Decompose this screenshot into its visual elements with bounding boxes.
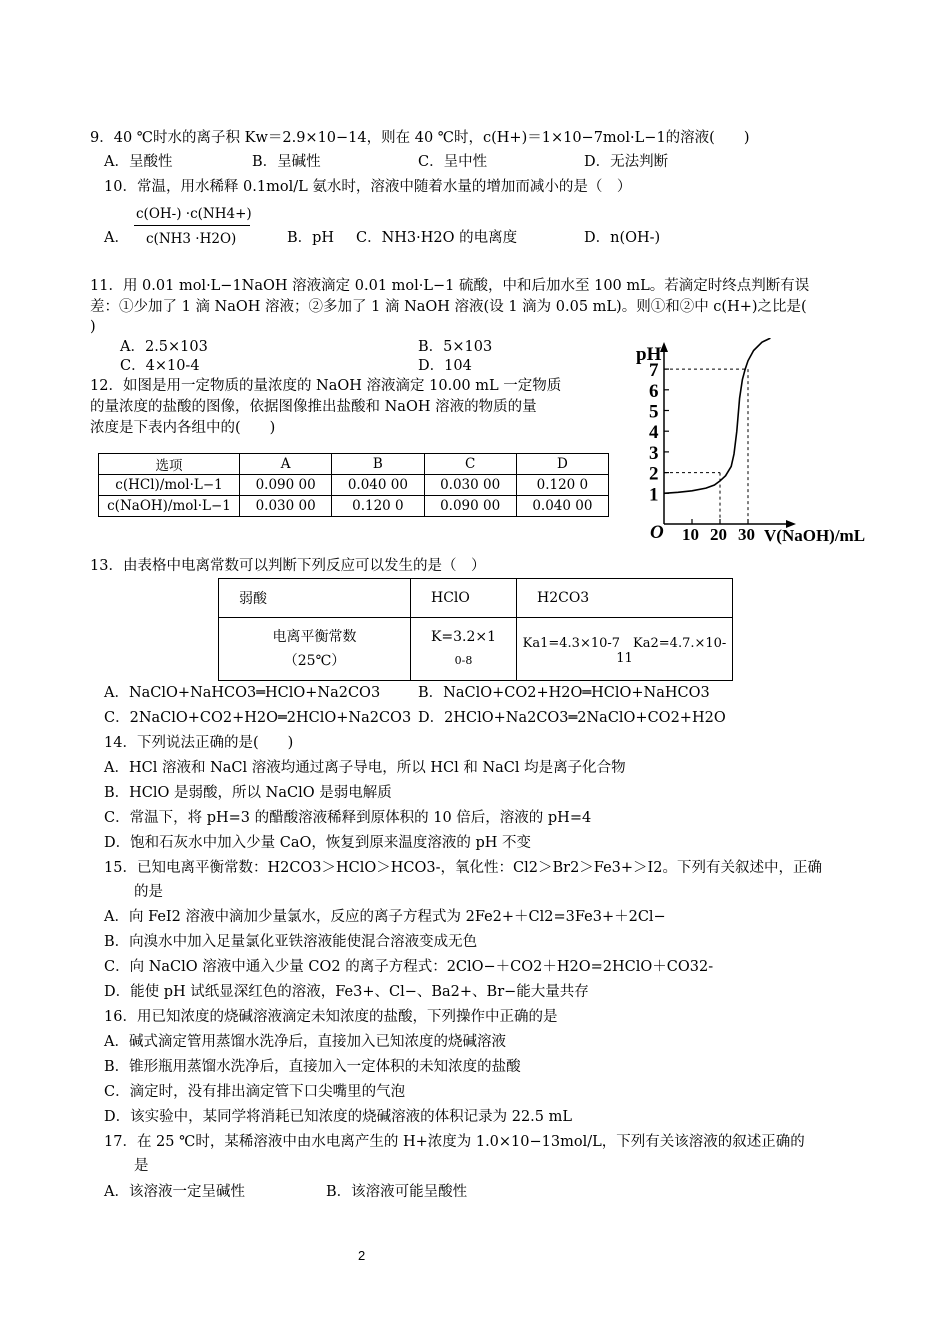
y-tick-label: 6 (649, 380, 659, 402)
table-cell (219, 618, 411, 681)
q12-stem-line1: 12．如图是用一定物质的量浓度的 NaOH 溶液滴定 10.00 mL 一定物质 (90, 378, 562, 394)
q12-stem-line2: 的量浓度的盐酸的图像，依据图像推出盐酸和 NaOH 溶液的物质的量 (90, 399, 537, 415)
table-cell: 0.040 00 (516, 496, 608, 517)
y-tick-label: 1 (649, 484, 659, 506)
q15-option-d: D．能使 pH 试纸显深红色的溶液，Fe3+、Cl−、Ba2+、Br−能大量共存 (104, 984, 589, 1000)
q17-stem-line2: 是 (134, 1158, 149, 1174)
y-tick-label: 4 (649, 422, 659, 444)
x-tick-label: 10 (682, 525, 699, 544)
q16-option-d: D．该实验中，某同学将消耗已知浓度的烧碱溶液的体积记录为 22.5 mL (104, 1109, 573, 1125)
q16-stem: 16．用已知浓度的烧碱溶液滴定未知浓度的盐酸，下列操作中正确的是 (104, 1009, 558, 1025)
table-cell: 0.040 00 (332, 475, 424, 496)
q13-option-d: D．2HClO+Na2CO3═2NaClO+CO2+H2O (418, 710, 726, 726)
q15-option-c: C．向 NaClO 溶液中通入少量 CO2 的离子方程式：2ClO−＋CO2＋H2O=2HClO＋CO32- (104, 959, 714, 975)
table-header-cell: H2CO3 (517, 579, 733, 618)
titration-curve (664, 338, 770, 493)
q14-option-c: C．常温下，将 pH=3 的醋酸溶液稀释到原体积的 10 倍后，溶液的 pH=4 (104, 810, 592, 826)
q10-option-b: B．pH (287, 230, 335, 246)
q13-option-c: C．2NaClO+CO2+H2O═2HClO+Na2CO3 (104, 710, 412, 726)
hclo-constant-part2: 0-8 (454, 654, 473, 667)
table-cell: 0.030 00 (240, 496, 332, 517)
table-cell (411, 618, 517, 681)
q14-option-b: B．HClO 是弱酸，所以 NaClO 是弱电解质 (104, 785, 392, 801)
table-header-cell: 选项 (99, 454, 240, 475)
table-header-cell: A (240, 454, 332, 475)
table-header-row (99, 454, 609, 475)
q10-fraction-denominator: c(NH3 ·H2O) (146, 231, 237, 247)
q13-stem: 13．由表格中电离常数可以判断下列反应可以发生的是（ ） (90, 558, 486, 574)
table-row (219, 618, 733, 681)
table-cell: c(HCl)/mol·L−1 (99, 475, 240, 496)
chart-marks (649, 338, 770, 544)
table-row (99, 475, 609, 496)
y-tick-label: 5 (649, 401, 659, 423)
table-cell: c(NaOH)/mol·L−1 (99, 496, 240, 517)
table-cell: 0.090 00 (424, 496, 516, 517)
table-row (99, 496, 609, 517)
q9-option-a: A．呈酸性 (104, 154, 173, 170)
q14-option-a: A．HCl 溶液和 NaCl 溶液均通过离子导电，所以 HCl 和 NaCl 均是离子化合物 (104, 760, 626, 776)
y-tick-label: 2 (649, 463, 659, 485)
q13-option-b: B．NaClO+CO2+H2O═HClO+NaHCO3 (418, 685, 710, 701)
q11-stem-line2: 差：①少加了 1 滴 NaOH 溶液；②多加了 1 滴 NaOH 溶液(设 1 滴为 0.05 mL)。则①和②中 c(H+)之比是( (90, 299, 807, 315)
q14-stem: 14．下列说法正确的是( ) (104, 735, 294, 751)
table-cell: 0.120 0 (516, 475, 608, 496)
table-header-cell: HClO (411, 579, 517, 618)
q14-option-d: D．饱和石灰水中加入少量 CaO，恢复到原来温度溶液的 pH 不变 (104, 835, 532, 851)
q9-option-d: D．无法判断 (584, 154, 669, 170)
table-header-cell: B (332, 454, 424, 475)
q9-option-c: C．呈中性 (418, 154, 488, 170)
q10-fraction-bar (134, 225, 250, 226)
titration-curve-chart (630, 338, 870, 550)
q12-stem-line3: 浓度是下表内各组中的( ) (90, 420, 276, 436)
x-tick-label: 30 (738, 525, 755, 544)
q10-option-d: D．n(OH-) (584, 230, 661, 246)
q15-option-a: A．向 FeI2 溶液中滴加少量氯水，反应的离子方程式为 2Fe2+＋Cl2=3Fe3+＋2Cl− (104, 909, 666, 925)
q11-stem-line3: ) (90, 319, 96, 335)
q9-stem: 9．40 ℃时水的离子积 Kw＝2.9×10−14，则在 40 ℃时，c(H+)＝1×10−7mol·L−1的溶液( ) (90, 130, 750, 146)
q15-option-b: B．向溴水中加入足量氯化亚铁溶液能使混合溶液变成无色 (104, 934, 478, 950)
chart-axes (660, 342, 796, 528)
table-header-cell: D (516, 454, 608, 475)
table-cell: 0.120 0 (332, 496, 424, 517)
origin-label: O (650, 522, 664, 543)
y-axis-label: pH (636, 344, 662, 365)
x-tick-label: 20 (710, 525, 727, 544)
q17-option-b: B．该溶液可能呈酸性 (326, 1184, 468, 1200)
q15-stem-line2: 的是 (134, 884, 163, 900)
q16-option-b: B．锥形瓶用蒸馏水洗净后，直接加入一定体积的未知浓度的盐酸 (104, 1059, 521, 1075)
q10-fraction-numerator: c(OH-) ·c(NH4+) (136, 206, 252, 222)
q16-option-a: A．碱式滴定管用蒸馏水洗净后，直接加入已知浓度的烧碱溶液 (104, 1034, 506, 1050)
q17-option-a: A．该溶液一定呈碱性 (104, 1184, 245, 1200)
table-header-row (219, 579, 733, 618)
q10-stem: 10．常温，用水稀释 0.1mol/L 氨水时，溶液中随着水量的增加而减小的是（ ） (104, 179, 632, 195)
q11-option-a: A．2.5×103 (120, 339, 208, 355)
hclo-constant-part1: K=3.2×1 (430, 629, 497, 645)
q11-stem-line1: 11．用 0.01 mol·L−1NaOH 溶液滴定 0.01 mol·L−1 硫酸，中和后加水至 100 mL。若滴定时终点判断有误 (90, 278, 810, 294)
page-number: 2 (358, 1248, 366, 1263)
q17-stem-line1: 17．在 25 ℃时，某稀溶液中由水电离产生的 H+浓度为 1.0×10−13mol/L，下列有关该溶液的叙述正确的 (104, 1134, 805, 1150)
y-tick-label: 7 (649, 360, 659, 382)
table-cell: 0.030 00 (424, 475, 516, 496)
q10-option-a-label: A． (104, 230, 129, 246)
table-header-cell: C (424, 454, 516, 475)
table-header-cell: 弱酸 (219, 579, 411, 618)
x-axis-label: V(NaOH)/mL (764, 526, 866, 545)
q11-option-b: B．5×103 (418, 339, 493, 355)
temperature-label: （25℃） (283, 653, 346, 669)
q11-option-c: C．4×10-4 (120, 358, 200, 374)
table-cell: Ka1=4.3×10-7 Ka2=4.7.×10-11 (517, 618, 733, 681)
y-tick-label: 3 (649, 442, 659, 464)
q16-option-c: C．滴定时，没有排出滴定管下口尖嘴里的气泡 (104, 1084, 406, 1100)
q11-option-d: D．104 (418, 358, 472, 374)
q13-option-a: A．NaClO+NaHCO3═HClO+Na2CO3 (104, 685, 381, 701)
table-cell: 0.090 00 (240, 475, 332, 496)
q9-option-b: B．呈碱性 (252, 154, 321, 170)
q12-table (98, 453, 609, 517)
q15-stem-line1: 15．已知电离平衡常数：H2CO3＞HClO＞HCO3-，氧化性：Cl2＞Br2＞Fe3+＞I2。下列有关叙述中，正确 (104, 860, 822, 876)
constant-label: 电离平衡常数 (272, 629, 357, 645)
q13-table (218, 578, 733, 681)
q10-option-c: C．NH3·H2O 的电离度 (356, 230, 518, 246)
